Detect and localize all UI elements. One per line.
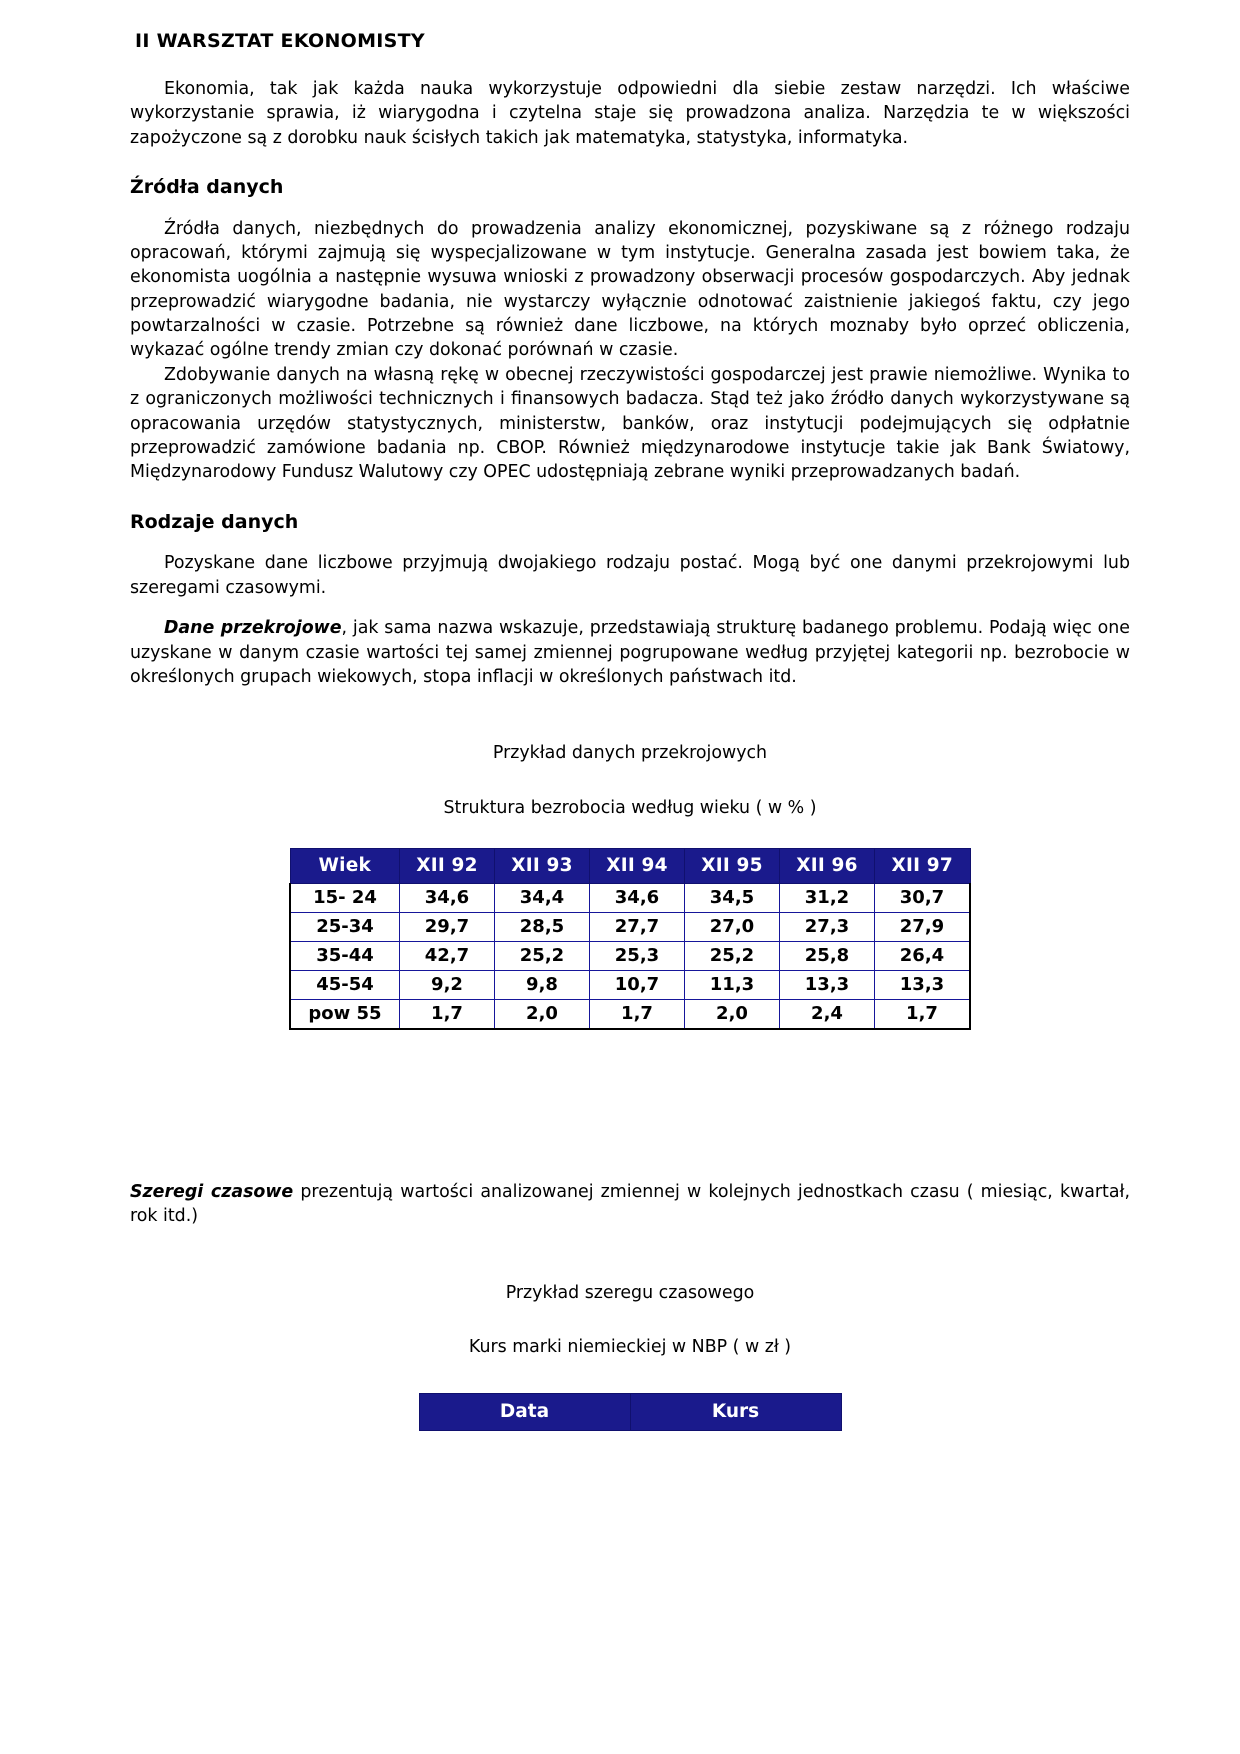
cell-value: 25,2 bbox=[685, 941, 780, 970]
cell-value: 31,2 bbox=[780, 883, 875, 912]
table-row bbox=[290, 883, 970, 912]
row-label: 15- 24 bbox=[290, 883, 400, 912]
table2-header bbox=[419, 1394, 841, 1431]
cell-value: 1,7 bbox=[400, 999, 495, 1029]
cell-value: 42,7 bbox=[400, 941, 495, 970]
table-header-row bbox=[290, 848, 970, 883]
cell-value: 2,0 bbox=[495, 999, 590, 1029]
row-label: pow 55 bbox=[290, 999, 400, 1029]
page-title: II WARSZTAT EKONOMISTY bbox=[135, 30, 425, 52]
vertical-spacer bbox=[130, 1030, 1130, 1180]
cell-value: 10,7 bbox=[590, 970, 685, 999]
row-label: 25-34 bbox=[290, 912, 400, 941]
intro-paragraph: Ekonomia, tak jak każda nauka wykorzystuje odpowiedni dla siebie zestaw narzędzi. Ich właściwe wykorzystanie sprawia, iż wiarygodna i czytelna staje się prowadzona analiza. Narzędzia te w większości zapożyczone są z dorobku nauk ścisłych takich jak matematyka, statystyka, informatyka. bbox=[130, 78, 1130, 148]
table-row bbox=[290, 912, 970, 941]
column-header-xii-96: XII 96 bbox=[780, 848, 875, 883]
cell-value: 26,4 bbox=[875, 941, 971, 970]
column-header-data: Data bbox=[419, 1394, 630, 1431]
cell-value: 25,3 bbox=[590, 941, 685, 970]
table-row bbox=[290, 941, 970, 970]
cell-value: 27,3 bbox=[780, 912, 875, 941]
cell-value: 29,7 bbox=[400, 912, 495, 941]
term-szeregi-czasowe: Szeregi czasowe bbox=[130, 1181, 294, 1202]
table-kurs-marki bbox=[419, 1393, 842, 1431]
row-label: 45-54 bbox=[290, 970, 400, 999]
column-header-xii-95: XII 95 bbox=[685, 848, 780, 883]
section-heading-zrodla-danych: Źródła danych bbox=[130, 175, 284, 198]
cell-value: 13,3 bbox=[780, 970, 875, 999]
column-header-xii-97: XII 97 bbox=[875, 848, 971, 883]
cell-value: 2,4 bbox=[780, 999, 875, 1029]
column-header-xii-93: XII 93 bbox=[495, 848, 590, 883]
cell-value: 27,0 bbox=[685, 912, 780, 941]
column-header-wiek: Wiek bbox=[290, 848, 400, 883]
table2-header-row bbox=[419, 1394, 841, 1431]
table-row bbox=[290, 970, 970, 999]
paragraph-dane-przekrojowe bbox=[130, 616, 1130, 689]
term-dane-przekrojowe: Dane przekrojowe bbox=[164, 618, 342, 639]
cell-value: 27,9 bbox=[875, 912, 971, 941]
column-header-xii-94: XII 94 bbox=[590, 848, 685, 883]
cell-value: 1,7 bbox=[875, 999, 971, 1029]
cell-value: 1,7 bbox=[590, 999, 685, 1029]
paragraph-rodzaje-1: Pozyskane dane liczbowe przyjmują dwojakiego rodzaju postać. Mogą być one danymi przekrojowymi lub szeregami czasowymi. bbox=[130, 553, 1130, 598]
term-dane-przekrojowe-body: , jak sama nazwa wskazuje, przedstawiają strukturę badanego problemu. Podają więc one uzyskane w danym czasie wartości tej samej zmiennej pogrupowane według przyjętej kategorii np. bezrobocie w określonych grupach wiekowych, stopa inflacji w określonych państwach itd. bbox=[130, 618, 1130, 687]
cell-value: 34,5 bbox=[685, 883, 780, 912]
cell-value: 13,3 bbox=[875, 970, 971, 999]
cell-value: 9,8 bbox=[495, 970, 590, 999]
cell-value: 9,2 bbox=[400, 970, 495, 999]
cell-value: 34,6 bbox=[590, 883, 685, 912]
cell-value: 34,6 bbox=[400, 883, 495, 912]
table-unemployment-structure bbox=[289, 848, 971, 1030]
term-szeregi-czasowe-body: prezentują wartości analizowanej zmiennej w kolejnych jednostkach czasu ( miesiąc, kwartał, rok itd.) bbox=[130, 1181, 1130, 1227]
table-header bbox=[290, 848, 970, 883]
table-body bbox=[290, 883, 970, 1029]
table-unemployment-structure-wrap bbox=[130, 848, 1130, 1030]
cell-value: 27,7 bbox=[590, 912, 685, 941]
paragraph-zrodla-1: Źródła danych, niezbędnych do prowadzenia analizy ekonomicznej, pozyskiwane są z różnego rodzaju opracowań, którymi zajmują się wyspecjalizowane w tym instytucje. Generalna zasada jest bowiem taka, że ekonomista uogólnia a następnie wysuwa wnioski z prowadzony obserwacji procesów gospodarczych. Aby jednak przeprowadzić wiarygodne badania, nie wystarczy wyłącznie odnotować zaistnienie jakiegoś faktu, czy jego powtarzalności w czasie. Potrzebne są również dane liczbowe, na których moznaby było oprzeć obliczenia, wykazać ogólne trendy zmian czy dokonać porównań w czasie. bbox=[130, 218, 1130, 361]
caption-table1-title: Struktura bezrobocia według wieku ( w % ) bbox=[443, 797, 817, 818]
cell-value: 30,7 bbox=[875, 883, 971, 912]
paragraph-szeregi-czasowe bbox=[130, 1180, 1130, 1229]
document-content bbox=[130, 30, 1130, 1431]
caption-example-cross-section: Przykład danych przekrojowych bbox=[492, 743, 768, 764]
cell-value: 25,8 bbox=[780, 941, 875, 970]
column-header-xii-92: XII 92 bbox=[400, 848, 495, 883]
table-kurs-wrap bbox=[130, 1393, 1130, 1431]
cell-value: 28,5 bbox=[495, 912, 590, 941]
caption-table2-title: Kurs marki niemieckiej w NBP ( w zł ) bbox=[468, 1337, 792, 1358]
section-heading-rodzaje-danych: Rodzaje danych bbox=[130, 510, 299, 533]
column-header-kurs: Kurs bbox=[630, 1394, 841, 1431]
paragraph-zrodla-2: Zdobywanie danych na własną rękę w obecnej rzeczywistości gospodarczej jest prawie niemożliwe. Wynika to z ograniczonych możliwości technicznych i finansowych badacza. Stąd też jako źródło danych wykorzystywane są opracowania urzędów statystycznych, ministerstw, banków, oraz instytucji podejmujących się odpłatnie przeprowadzić zamówione badania np. CBOP. Również międzynarodowe instytucje takie jak Bank Światowy, Międzynarodowy Fundusz Walutowy czy OPEC udostępniają zebrane wyniki przeprowadzanych badań. bbox=[130, 364, 1130, 483]
cell-value: 25,2 bbox=[495, 941, 590, 970]
cell-value: 11,3 bbox=[685, 970, 780, 999]
cell-value: 34,4 bbox=[495, 883, 590, 912]
caption-example-time-series: Przykład szeregu czasowego bbox=[505, 1282, 755, 1303]
cell-value: 2,0 bbox=[685, 999, 780, 1029]
row-label: 35-44 bbox=[290, 941, 400, 970]
table-row bbox=[290, 999, 970, 1029]
